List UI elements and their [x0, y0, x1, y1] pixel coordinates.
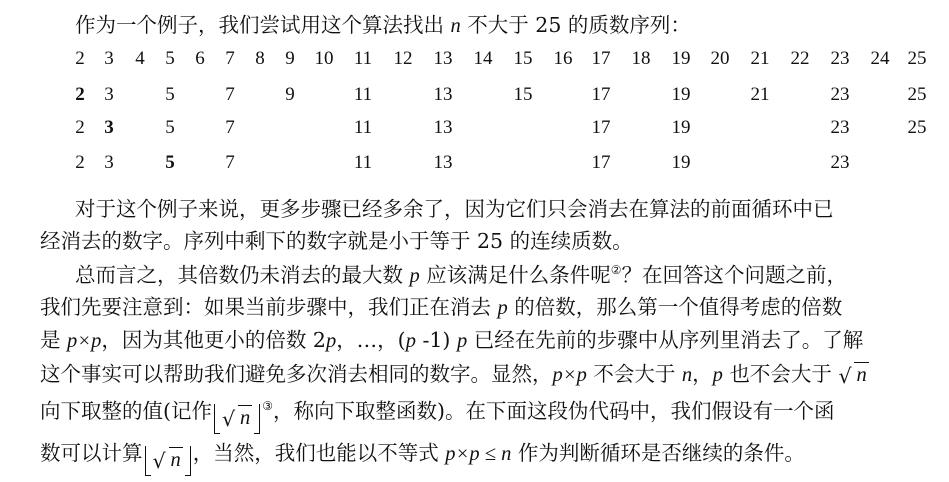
para2-text: 的倍数，那么第一个值得考虑的倍数	[507, 295, 843, 319]
sieve-number: 22	[790, 48, 810, 69]
para2-text: 我们先要注意到：如果当前步骤中，我们正在消去	[40, 295, 498, 319]
sieve-number: 2	[75, 152, 85, 173]
sieve-number: 21	[750, 84, 770, 105]
para2-text: ，称向下取整函数)。在下面这段伪代码中，我们假设有一个函	[273, 399, 835, 423]
sieve-number: 3	[104, 117, 114, 138]
sieve-number: 5	[165, 117, 175, 138]
para2-line5	[0, 398, 949, 434]
sieve-number: 15	[513, 84, 533, 105]
sieve-number: 23	[830, 152, 850, 173]
para2-text: ，…，(	[336, 328, 406, 352]
sieve-number: 3	[104, 152, 114, 173]
para2-line6	[0, 440, 949, 476]
sieve-number: 18	[631, 48, 651, 69]
sieve-number: 24	[870, 48, 890, 69]
sqrt-radicand: n	[240, 407, 251, 429]
sieve-number: 20	[710, 48, 730, 69]
sieve-number: 2	[75, 117, 85, 138]
para2-text: 是	[40, 328, 68, 352]
sieve-number: 10	[314, 48, 334, 69]
sieve-number: 19	[671, 84, 691, 105]
sieve-row	[0, 116, 949, 140]
floor-sqrt-n-expression	[214, 404, 260, 434]
sieve-number: 4	[135, 48, 145, 69]
sieve-number: 8	[255, 48, 265, 69]
para2-text: -1)	[415, 328, 457, 352]
variable-n: n	[681, 364, 693, 386]
sieve-number: 25	[907, 84, 927, 105]
sieve-number: 2	[75, 48, 85, 69]
sieve-number: 17	[591, 152, 611, 173]
sieve-number: 5	[165, 152, 175, 173]
sieve-number: 23	[830, 117, 850, 138]
sieve-number: 19	[671, 152, 691, 173]
para2-text: 这个事实可以帮助我们避免多次消去相同的数字。显然，	[40, 362, 553, 386]
sieve-number: 23	[830, 84, 850, 105]
sieve-number: 9	[285, 84, 295, 105]
sqrt-n-expression	[153, 446, 183, 472]
para2-text: 应该满足什么条件呢	[419, 263, 611, 287]
sieve-number: 2	[75, 84, 85, 105]
variable-p: p	[497, 297, 508, 319]
para2-text: 数可以计算	[40, 441, 143, 465]
sieve-row	[0, 47, 949, 71]
sieve-number: 19	[671, 117, 691, 138]
sieve-number: 15	[513, 48, 533, 69]
sieve-number: 11	[353, 117, 373, 138]
variable-p: p	[405, 330, 416, 352]
sqrt-radicand: n	[170, 449, 181, 471]
sieve-number: 17	[591, 117, 611, 138]
para2-text: 不会大于	[586, 362, 682, 386]
sieve-number: 13	[433, 84, 453, 105]
sqrt-n-expression	[222, 404, 252, 430]
sieve-row	[0, 151, 949, 175]
sieve-number: 7	[225, 84, 235, 105]
sieve-number: 5	[165, 48, 175, 69]
sieve-number: 11	[353, 84, 373, 105]
para2-line2	[0, 294, 949, 321]
sieve-number: 7	[225, 152, 235, 173]
para1-line2: 经消去的数字。序列中剩下的数字就是小于等于 25 的连续质数。	[40, 229, 633, 253]
sieve-number: 23	[830, 48, 850, 69]
expr-inequality: p×p ≤ n	[445, 443, 512, 465]
sieve-number: 7	[225, 48, 235, 69]
intro-line	[0, 12, 949, 39]
variable-p: p	[325, 330, 337, 352]
sieve-number: 11	[353, 48, 373, 69]
variable-n: n	[450, 15, 461, 37]
sqrt-radicand: n	[856, 364, 867, 386]
para1-line1: 对于这个例子来说，更多步骤已经多余了，因为它们只会消去在算法的前面循环中已	[75, 197, 834, 221]
sieve-number: 21	[750, 48, 770, 69]
intro-text: 作为一个例子，我们尝试用这个算法找出	[75, 13, 451, 37]
sieve-row	[0, 83, 949, 107]
sieve-number: 17	[591, 48, 611, 69]
sieve-number: 13	[433, 117, 453, 138]
sieve-number: 25	[907, 117, 927, 138]
para2-text: ，	[692, 362, 713, 386]
sqrt-sign-icon: √	[838, 364, 852, 388]
sieve-number: 17	[591, 84, 611, 105]
variable-p: p	[456, 330, 468, 352]
floor-sqrt-n-expression	[145, 446, 191, 476]
intro-text-end: 不大于 25 的质数序列：	[460, 13, 691, 37]
variable-p: p	[712, 364, 723, 386]
sieve-number: 7	[225, 117, 235, 138]
sieve-number: 19	[671, 48, 691, 69]
para2-text: 作为判断循环是否继续的条件。	[511, 441, 805, 465]
sieve-number: 13	[433, 152, 453, 173]
sieve-number: 3	[104, 84, 114, 105]
expr-p-times-p: p×p	[67, 330, 102, 352]
sqrt-sign-icon: √	[152, 449, 166, 473]
variable-p: p	[409, 265, 420, 287]
expr-p-times-p: p×p	[552, 364, 587, 386]
footnote-marker: ②	[610, 263, 622, 278]
sieve-number: 13	[433, 48, 453, 69]
sieve-number: 6	[195, 48, 205, 69]
sieve-number: 5	[165, 84, 175, 105]
sieve-number: 14	[473, 48, 493, 69]
sieve-number: 11	[353, 152, 373, 173]
para2-text: 总而言之，其倍数仍未消去的最大数	[75, 263, 410, 287]
sieve-number: 25	[907, 48, 927, 69]
sieve-number: 3	[104, 48, 114, 69]
para2-line4	[0, 361, 949, 388]
para2-text: ？在回答这个问题之前，	[621, 263, 848, 287]
para2-text: 已经在先前的步骤中从序列里消去了。了解	[467, 328, 864, 352]
sqrt-sign-icon: √	[222, 407, 236, 431]
para2-text: ，因为其他更小的倍数 2	[101, 328, 326, 352]
para2-text: 也不会大于	[722, 362, 839, 386]
para2-text: ，当然，我们也能以不等式	[192, 441, 446, 465]
para2-text: 向下取整的值(记作	[40, 399, 212, 423]
sieve-number: 9	[285, 48, 295, 69]
sieve-number: 16	[553, 48, 573, 69]
sqrt-n-expression	[838, 361, 868, 387]
footnote-marker: ③	[262, 399, 274, 414]
para2-line1	[0, 262, 949, 289]
para2-line3	[0, 327, 949, 354]
sieve-number: 12	[393, 48, 413, 69]
